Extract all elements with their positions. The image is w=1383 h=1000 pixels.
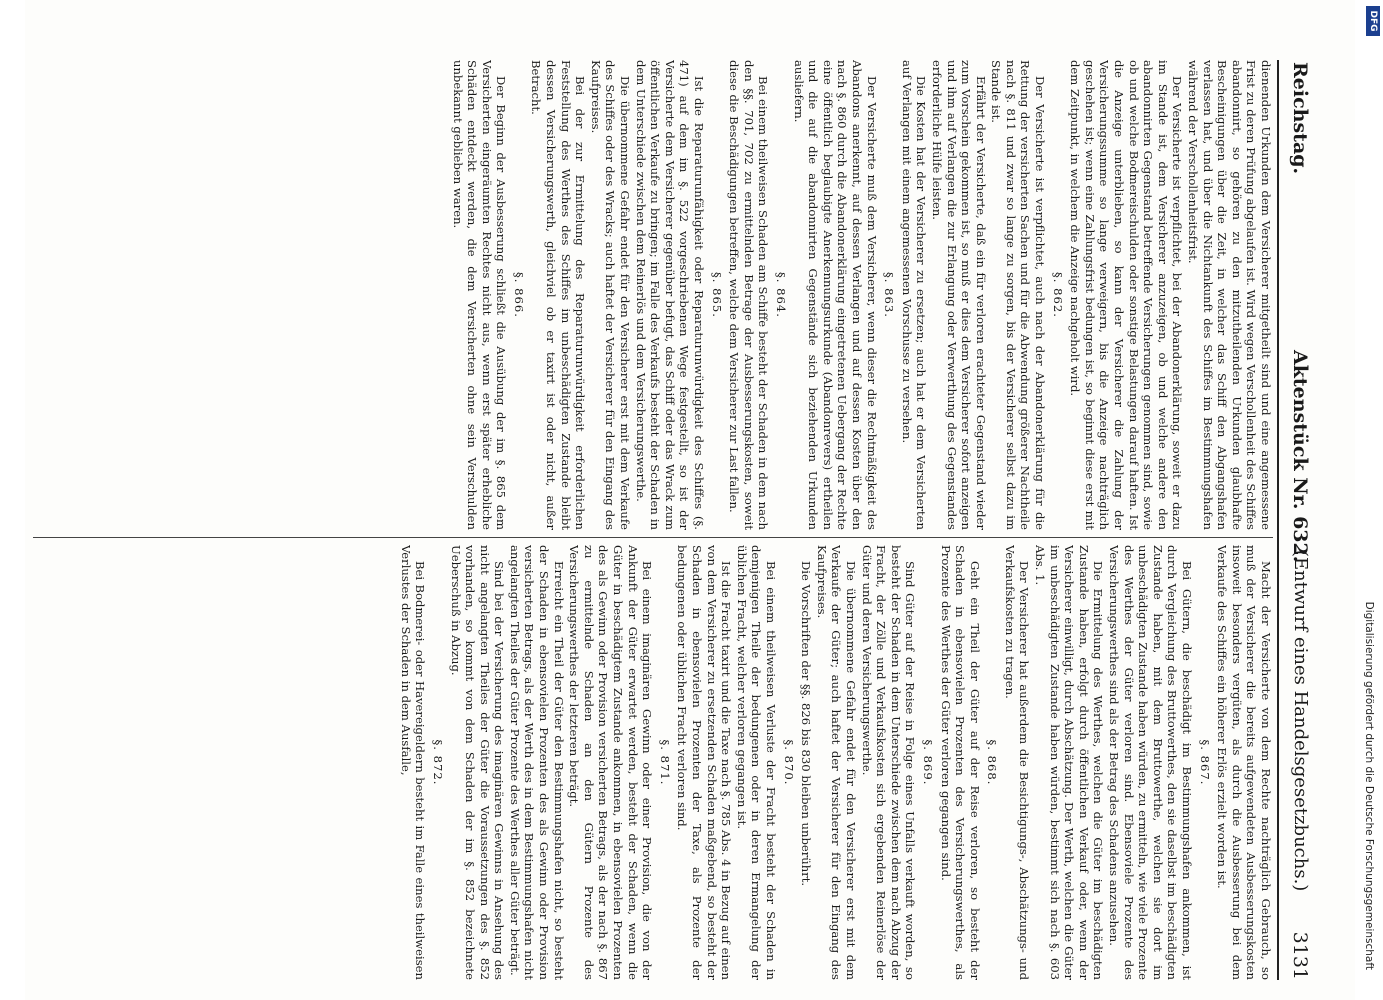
- paragraph: Erreicht ein Theil der Güter den Bestimmungshafen nicht, so besteht der Schaden in ebensovielen Prozenten des als Gewinn oder Provision versicherten Betrags, als der Werth des in dem Bestimmungshafen nicht angelangten Theiles der Güter Prozente des Werthes aller Güter beträgt.: [507, 545, 566, 980]
- paragraph: Macht der Versicherte von dem Rechte nachträglich Gebrauch, so muß der Versicherer die bereits aufgewendeten Ausbesserungskosten insoweit besonders vergüten, als durch die Ausbesserung bei dem Verkaufe des Schiffes ein höherer Erlös erzielt worden ist.: [1215, 545, 1273, 980]
- paragraph: Die Vorschriften der §§. 826 bis 830 bleiben unberührt.: [799, 561, 814, 887]
- header-aktenstueck: Aktenstück Nr. 632.: [1289, 350, 1311, 563]
- page-number: 3131: [1289, 931, 1311, 980]
- text-column-right: [33, 545, 1273, 980]
- section-heading: §. 872.: [430, 739, 445, 786]
- paragraph: Bei einem theilweisen Verluste der Fracht besteht der Schaden in demjenigen Theile der bedungenen oder in deren Ermangelung der üblichen Fracht, welcher verloren gegangen ist.: [734, 545, 778, 980]
- paragraph: Ist die Reparaturunfähigkeit oder Reparaturunwürdigkeit des Schiffes (§. 471) auf dem im §. 522 vorgeschriebenen Wege festgestellt, so ist der Versicherte dem Versicherer gegenüber befugt, das Schiff oder das Wrack zum öffentlichen Verkaufe zu bringen; im Falle des Verkaufs besteht der Schaden in dem Unterschiede zwischen dem Reinerlös und dem Versicherungswerthe.: [633, 60, 707, 530]
- section-heading: §. 870.: [781, 739, 796, 786]
- section-heading: §. 865.: [709, 272, 724, 318]
- paragraph: Die Kosten hat der Versicherer zu ersetzen; auch hat er dem Versicherten auf Verlangen mit einem angemessenen Vorschusse zu versehen.: [899, 60, 929, 530]
- section-heading: §. 871.: [657, 739, 672, 786]
- paragraph: Der Versicherte ist verpflichtet, auch nach der Abandonerklärung für die Rettung der versicherten Sachen und für die Abwendung größerer Nachtheile nach §. 811 und zwar so lange zu sorgen, bis der Versicherer selbst dazu im Stande ist.: [989, 60, 1048, 530]
- paragraph: dienenden Urkunden dem Versicherer mitgetheilt sind und eine angemessene Frist zu deren Prüfung abgelaufen ist. Wird wegen Verschollenheit des Schiffes abandonnirt, so gehören zu den mitzutheilenden Urkunden glaubhafte Bescheinigungen über die Zeit, in welcher das Schiff den Abgangshafen verlassen hat, und über die Nichtankunft des Schiffes im Bestimmungshafen während der Verschollenheitsfrist.: [1186, 60, 1273, 530]
- credit-text: Digitalisierung gefördert durch die Deutsche Forschungsgemeinschaft: [1363, 601, 1375, 970]
- paragraph: Sind Güter auf der Reise in Folge eines Unfalls verkauft worden, so besteht der Schaden in dem Unterschiede zwischen dem nach Abzug der Fracht, der Zölle und Verkaufskosten sich ergebenden Reinerlöse der Güter und deren Versicherungswerthe.: [859, 545, 918, 980]
- section-heading: §. 862.: [1050, 272, 1065, 318]
- paragraph: Der Versicherte ist verpflichtet, bei der Abandonerklärung, soweit er dazu im Stande ist, dem Versicherer anzuzeigen, ob und welche andere den abandonnirten Gegenstand betreffende Versicherungen genommen sind, sowie ob und welche Bodmereischulden oder sonstige Belastungen darauf haften. Ist die Anzeige unterblieben, so kann der Versicherer die Zahlung der Versicherungssumme so lange verweigern, bis die Anzeige nachträglich geschehen ist; wenn eine Zahlungsfrist bedungen ist, so beginnt diese erst mit dem Zeitpunkt, in welchem die Anzeige nachgeholt wird.: [1068, 60, 1185, 530]
- paragraph: Die Ermittelung des Werthes, welchen die Güter im beschädigten Zustande haben, erfolgt durch öffentlichen Verkauf oder, wenn der Versicherer einwilligt, durch Abschätzung. Der Werth, welchen die Güter im unbeschädigten Zustande haben würden, bestimmt sich nach §. 603 Abs. 1.: [1033, 545, 1106, 980]
- section-heading: §. 866.: [511, 272, 526, 318]
- paragraph: Sind bei der Versicherung des imaginären Gewinns in Ansehung des nicht angelangten Theiles der Güter die Voraussetzungen des §. 852 vorhanden, so kommt von dem Schaden der im §. 852 bezeichnete Ueberschuß in Abzug.: [448, 545, 507, 980]
- paragraph: Bei einem theilweisen Schaden am Schiffe besteht der Schaden in dem nach den §§. 701, 702 zu ermittelnden Betrage der Ausbesserungskosten, soweit diese die Beschädigungen betreffen, welche dem Versicherer zur Last fallen.: [727, 60, 771, 530]
- paragraph: Bei Bodmerei- oder Havereigeldern besteht im Falle eines theilweisen Verlustes der Schaden in dem Ausfalle,: [398, 545, 428, 980]
- header-rule: [1277, 60, 1279, 980]
- digitization-credit: [1362, 10, 1380, 990]
- page-header: [1281, 20, 1315, 980]
- header-entwurf: (Entwurf eines Handelsgesetzbuchs.): [1290, 550, 1311, 892]
- section-heading: §. 867.: [1197, 739, 1212, 786]
- paragraph: Die übernommene Gefahr endet für den Versicherer erst mit dem Verkaufe der Güter; auch haftet der Versicherer für den Eingang des Kaufpreises.: [814, 545, 858, 980]
- paragraph: Ist die Fracht taxirt und die Taxe nach §. 785 Abs. 4 in Bezug auf einen von dem Versicherer zu ersetzenden Schaden maßgebend, so besteht der Schaden in ebensovielen Prozenten der Taxe, als Prozente der bedungenen oder üblichen Fracht verloren sind.: [675, 545, 734, 980]
- paragraph: Bei der zur Ermittelung des Reparaturunwürdigkeit erforderlichen Feststellung des Werthes des Schiffes im unbeschädigten Zustande bleibt dessen Versicherungswerth, gleichviel ob er taxirt ist oder nicht, außer Betracht.: [529, 60, 588, 530]
- paragraph: Bei einem imaginären Gewinn oder einer Provision, die von der Ankunft der Güter erwartet werden, besteht der Schaden, wenn die Güter in beschädigtem Zustande ankommen, in ebensovielen Prozenten des als Gewinn oder Provision versicherten Betrags, als der nach §. 867 zu ermittelnde Schaden an den Gütern Prozente des Versicherungswerthes der letzteren beträgt.: [567, 545, 655, 980]
- section-heading: §. 863.: [882, 272, 897, 318]
- header-reichstag: Reichstag.: [1289, 62, 1311, 175]
- paragraph: Die übernommene Gefahr endet für den Versicherer erst mit dem Verkaufe des Schiffes oder des Wracks; auch haftet der Versicherer für den Eingang des Kaufpreises.: [588, 60, 633, 530]
- column-separator: [33, 537, 1273, 538]
- paragraph: Der Versicherte muß dem Versicherer, wenn dieser die Rechtmäßigkeit des Abandons anerkennt, auf dessen Verlangen und auf dessen Kosten über den nach §. 860 durch die Abandonerklärung eingetretenen Uebergang der Rechte eine öffentlich beglaubigte Anerkennungsurkunde (Abandonrevers) ertheilen und die auf die abandonnirten Gegenstände sich beziehenden Urkunden ausliefern.: [791, 60, 879, 530]
- section-heading: §. 869.: [920, 739, 935, 786]
- paragraph: Der Beginn der Ausbesserung schließt die Ausübung der im §. 865 dem Versicherten eingeräumten Rechtes nicht aus, wenn erst später erhebliche Schäden entdeckt werden, die dem Versicherten ohne sein Verschulden unbekannt geblieben waren.: [450, 60, 509, 530]
- paragraph: Erfährt der Versicherte, daß ein für verloren erachteter Gegenstand wieder zum Vorschein gekommen ist, so muß er dies dem Versicherer sofort anzeigen und ihm auf Verlangen die zur Erlangung oder Verwerthung des Gegenstandes erforderliche Hülfe leisten.: [929, 60, 988, 530]
- text-column-left: [33, 60, 1273, 530]
- scanned-page: [25, 0, 1355, 1000]
- paragraph: Geht ein Theil der Güter auf der Reise verloren, so besteht der Schaden in ebensovielen Prozenten des Versicherungswerthes, als Prozente des Werthes der Güter verloren gegangen sind.: [938, 545, 982, 980]
- paragraph: Der Versicherer hat außerdem die Besichtigungs-, Abschätzungs- und Verkaufskosten zu tragen.: [1002, 545, 1032, 980]
- paragraph: Bei Gütern, die beschädigt im Bestimmungshafen ankommen, ist durch Vergleichung des Bruttowerthes, den sie daselbst im beschädigten Zustande haben, mit dem Bruttowerthe, welchen sie dort im unbeschädigten Zustande haben würden, zu ermitteln, wie viele Prozente des Werthes der Güter verloren sind. Ebensoviele Prozente des Versicherungswerthes sind als der Betrag des Schadens anzusehen.: [1107, 545, 1195, 980]
- section-heading: §. 864.: [774, 272, 788, 318]
- section-heading: §. 868.: [985, 739, 1000, 786]
- dfg-logo-label: DFG: [1368, 10, 1378, 32]
